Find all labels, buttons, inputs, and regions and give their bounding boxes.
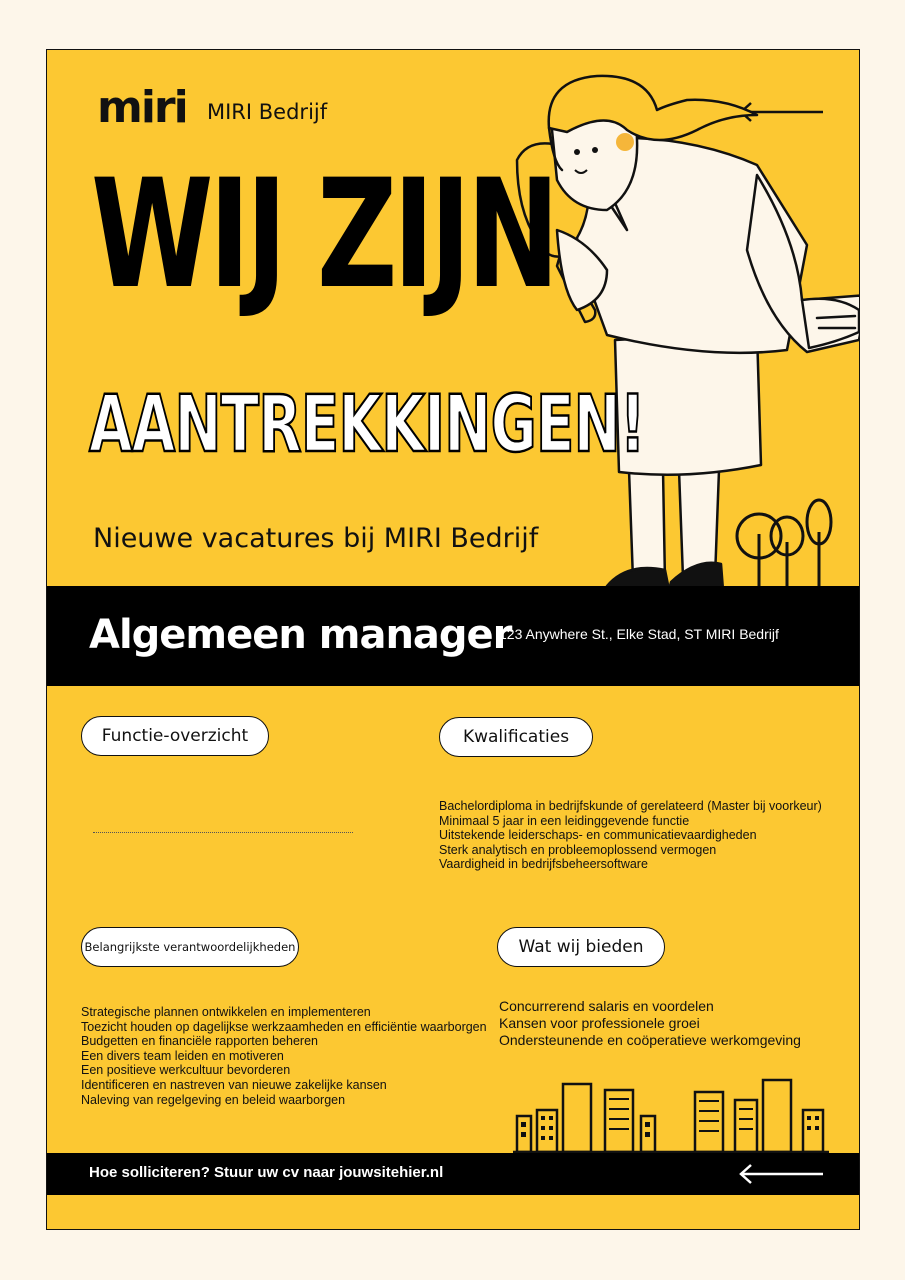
offer-list [499, 998, 801, 1049]
list-item: Uitstekende leiderschaps- en communicatievaardigheden [439, 828, 757, 843]
list-item: Minimaal 5 jaar in een leidinggevende functie [439, 813, 690, 828]
list-item: Sterk analytisch en probleemoplossend vermogen [439, 842, 717, 857]
headline-line2: AANTREKKINGEN! [89, 380, 645, 470]
list-item: Strategische plannen ontwikkelen en implementeren [81, 1005, 371, 1019]
company-name: MIRI Bedrijf [207, 100, 328, 124]
job-address: 123 Anywhere St., Elke Stad, ST MIRI Bedrijf [499, 626, 779, 642]
job-title: Algemeen manager [89, 612, 512, 658]
list-item: Identificeren en nastreven van nieuwe zakelijke kansen [81, 1077, 387, 1092]
list-item: Ondersteunende en coöperatieve werkomgeving [499, 1032, 801, 1048]
section-label-qualifications: Kwalificaties [439, 717, 593, 757]
list-item: Vaardigheid in bedrijfsbeheersoftware [439, 857, 648, 872]
arrow-left-icon [737, 1162, 827, 1186]
apply-instructions: Hoe solliciteren? Stuur uw cv naar jouwsitehier.nl [89, 1164, 444, 1181]
company-logo: miri [97, 82, 187, 133]
subtitle: Nieuwe vacatures bij MIRI Bedrijf [93, 523, 539, 554]
job-poster [46, 49, 860, 1230]
city-skyline-icon [513, 1076, 829, 1154]
list-item: Concurrerend salaris en voordelen [499, 998, 714, 1014]
list-item: Een positieve werkcultuur bevorderen [81, 1063, 291, 1078]
section-label-responsibilities: Belangrijkste verantwoordelijkheden [81, 927, 299, 967]
section-label-offer: Wat wij bieden [497, 927, 665, 967]
qualifications-list [439, 799, 822, 872]
list-item: Kansen voor professionele groei [499, 1015, 700, 1031]
list-item: Naleving van regelgeving en beleid waarborgen [81, 1092, 346, 1107]
section-label-overview: Functie-overzicht [81, 716, 269, 756]
headline-line1: WIJ ZIJN [91, 148, 556, 322]
trees-icon [733, 496, 839, 588]
divider [93, 832, 353, 833]
list-item: Een divers team leiden en motiveren [81, 1048, 284, 1063]
list-item: Toezicht houden op dagelijkse werkzaamheden en efficiëntie waarborgen [81, 1019, 487, 1034]
list-item: Bachelordiploma in bedrijfskunde of gerelateerd (Master bij voorkeur) [439, 799, 822, 813]
responsibilities-list [81, 1005, 487, 1107]
list-item: Budgetten en financiële rapporten beheren [81, 1034, 318, 1049]
